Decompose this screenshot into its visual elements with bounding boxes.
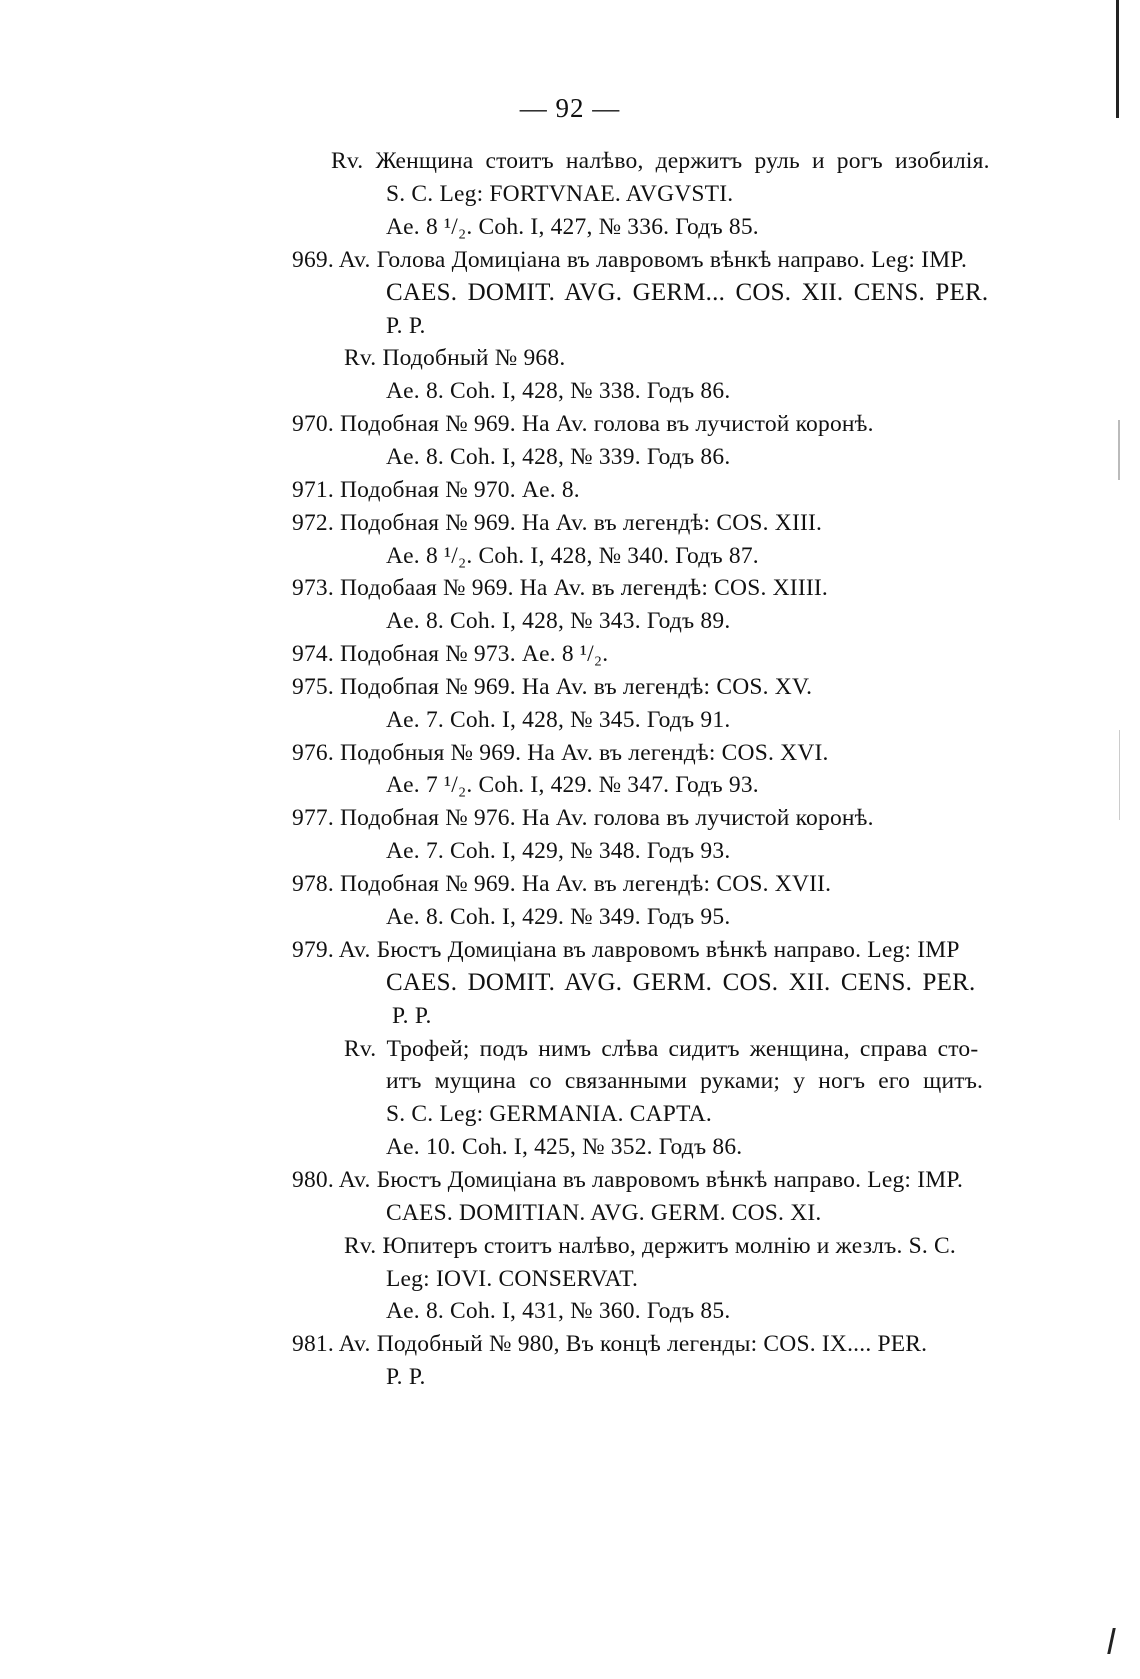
page-edge-line (1119, 730, 1120, 820)
text-line: 976. Подобныя № 969. На Av. въ легендѣ: COS. XVI. (292, 740, 829, 766)
text-line: 975. Подобпая № 969. На Av. въ легендѣ: COS. XV. (292, 674, 813, 700)
text-line: P. P. (386, 313, 426, 339)
text-line: S. C. Leg: GERMANIA. CAPTA. (386, 1101, 713, 1127)
text-line: CAES. DOMIT. AVG. GERM. COS. XII. CENS. PER. (386, 969, 976, 996)
text-line: 974. Подобная № 973. Ae. 8 ¹/₂. (292, 641, 609, 667)
text-line: Ae. 8. Coh. I, 431, № 360. Годъ 85. (386, 1298, 731, 1324)
text-line: 972. Подобная № 969. На Av. въ легендѣ: COS. XIII. (292, 510, 823, 536)
text-line: Ae. 8. Coh. I, 428, № 339. Годъ 86. (386, 444, 731, 470)
text-line: Rv. Юпитеръ стоитъ налѣво, держитъ молнію и жезлъ. S. C. (344, 1233, 956, 1259)
page-number: — 92 — (519, 93, 621, 123)
text-line: 978. Подобная № 969. На Av. въ легендѣ: COS. XVII. (292, 871, 832, 897)
text-line: 970. Подобная № 969. На Av. голова въ лучистой коронѣ. (292, 411, 874, 437)
text-line: P. P. (392, 1003, 432, 1029)
text-line: P. P. (386, 1364, 426, 1390)
text-line: CAES. DOMITIAN. AVG. GERM. COS. XI. (386, 1200, 822, 1226)
text-line: Ae. 7 ¹/₂. Coh. I, 429. № 347. Годъ 93. (386, 772, 759, 798)
text-line: итъ мущина со связанными руками; у ногъ его щитъ. (386, 1068, 984, 1094)
text-line: S. C. Leg: FORTVNAE. AVGVSTI. (386, 181, 734, 207)
text-line: 969. Av. Голова Домиціана въ лавровомъ вѣнкѣ направо. Leg: IMP. (292, 247, 968, 273)
text-line: 979. Av. Бюстъ Домиціана въ лавровомъ вѣнкѣ направо. Leg: IMP (292, 937, 960, 963)
text-line: Ae. 8. Coh. I, 429. № 349. Годъ 95. (386, 904, 731, 930)
text-line: Leg: IOVI. CONSERVAT. (386, 1266, 639, 1292)
text-line: Ae. 8 ¹/₂. Coh. I, 428, № 340. Годъ 87. (386, 543, 759, 569)
text-line: Rv. Подобный № 968. (344, 345, 566, 371)
text-line: CAES. DOMIT. AVG. GERM... COS. XII. CENS. PER. (386, 279, 989, 306)
text-line: Ae. 7. Coh. I, 429, № 348. Годъ 93. (386, 838, 731, 864)
corner-mark (1107, 1628, 1116, 1654)
text-line: Ae. 10. Coh. I, 425, № 352. Годъ 86. (386, 1134, 743, 1160)
text-line: Rv. Трофей; подъ нимъ слѣва сидитъ женщина, справа сто- (344, 1036, 979, 1062)
text-line: Rv. Женщина стоитъ налѣво, держитъ руль и рогъ изобилія. (331, 148, 990, 174)
text-line: Ae. 7. Coh. I, 428, № 345. Годъ 91. (386, 707, 731, 733)
text-line: 971. Подобная № 970. Ae. 8. (292, 477, 580, 503)
text-line: 977. Подобная № 976. На Av. голова въ лучистой коронѣ. (292, 805, 874, 831)
text-line: Ae. 8. Coh. I, 428, № 343. Годъ 89. (386, 608, 731, 634)
page-edge-line (1118, 420, 1120, 480)
text-line: Ae. 8. Coh. I, 428, № 338. Годъ 86. (386, 378, 731, 404)
text-line: 973. Подобаая № 969. На Av. въ легендѣ: COS. XIIII. (292, 575, 828, 601)
text-line: Ae. 8 ¹/₂. Coh. I, 427, № 336. Годъ 85. (386, 214, 759, 240)
text-line: 981. Av. Подобный № 980, Въ концѣ легенды: COS. IX.... PER. (292, 1331, 928, 1357)
text-line: 980. Av. Бюстъ Домиціана въ лавровомъ вѣнкѣ направо. Leg: IMP. (292, 1167, 964, 1193)
